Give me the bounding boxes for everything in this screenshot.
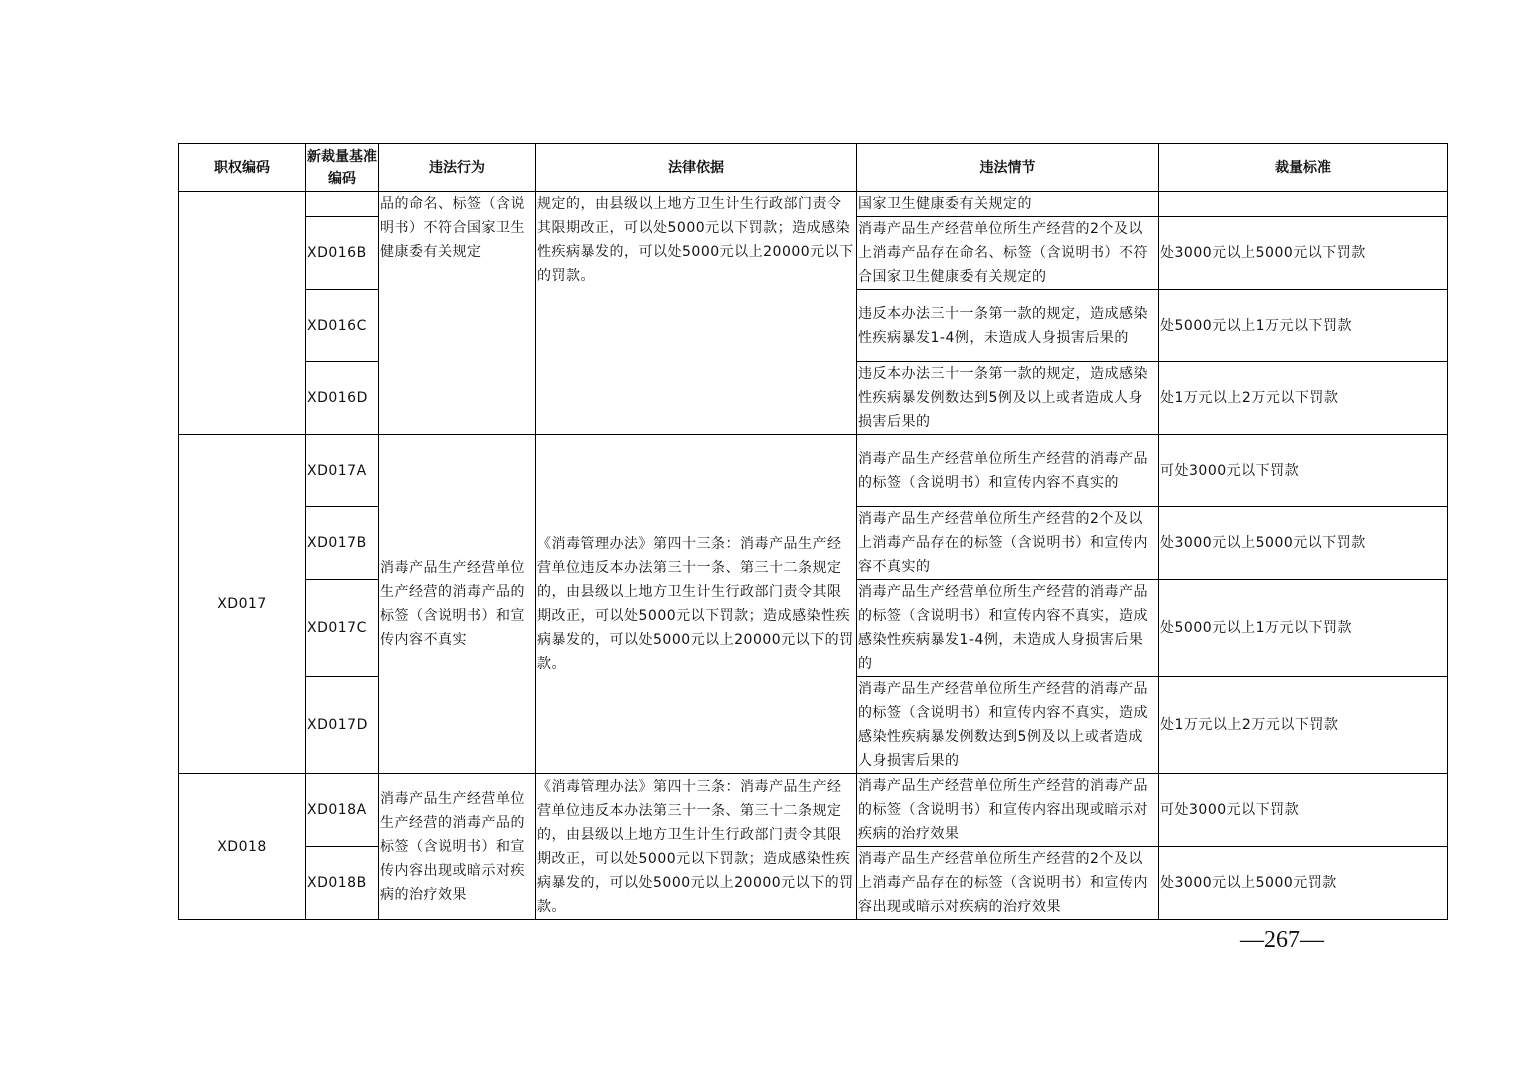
table-row: [179, 774, 1448, 847]
standard-cell: 可处3000元以下罚款: [1159, 774, 1448, 847]
discretion-standards-table: [178, 143, 1448, 920]
violation-cell: 消毒产品生产经营单位生产经营的消毒产品的标签（含说明书）和宣传内容出现或暗示对疾病的治疗效果: [379, 774, 536, 920]
power-code-cell: [179, 192, 306, 435]
power-code-cell: XD017: [179, 435, 306, 774]
new-code-cell: XD017D: [306, 677, 379, 774]
page-number: —267—: [1240, 927, 1324, 953]
violation-cell: 品的命名、标签（含说明书）不符合国家卫生健康委有关规定: [379, 192, 536, 435]
circumstance-cell: 消毒产品生产经营单位所生产经营的2个及以上消毒产品存在的标签（含说明书）和宣传内容出现或暗示对疾病的治疗效果: [857, 847, 1159, 920]
header-new-code: 新裁量基准编码: [306, 144, 379, 192]
violation-cell: 消毒产品生产经营单位生产经营的消毒产品的标签（含说明书）和宣传内容不真实: [379, 435, 536, 774]
table-header-row: [179, 144, 1448, 192]
circumstance-cell: 消毒产品生产经营单位所生产经营的消毒产品的标签（含说明书）和宣传内容出现或暗示对疾病的治疗效果: [857, 774, 1159, 847]
new-code-cell: XD016D: [306, 362, 379, 435]
standard-cell: [1159, 192, 1448, 217]
standard-cell: 可处3000元以下罚款: [1159, 435, 1448, 507]
legal-basis-cell: 《消毒管理办法》第四十三条：消毒产品生产经营单位违反本办法第三十一条、第三十二条规定的，由县级以上地方卫生计生行政部门责令其限期改正，可以处5000元以下罚款；造成感染性疾病暴发的，可以处5000元以上20000元以下的罚款。: [536, 435, 857, 774]
new-code-cell: [306, 192, 379, 217]
header-power-code: 职权编码: [179, 144, 306, 192]
circumstance-cell: 消毒产品生产经营单位所生产经营的消毒产品的标签（含说明书）和宣传内容不真实的: [857, 435, 1159, 507]
circumstance-cell: 消毒产品生产经营单位所生产经营的消毒产品的标签（含说明书）和宣传内容不真实，造成感染性疾病暴发例数达到5例及以上或者造成人身损害后果的: [857, 677, 1159, 774]
circumstance-cell: 消毒产品生产经营单位所生产经营的2个及以上消毒产品存在的标签（含说明书）和宣传内容不真实的: [857, 507, 1159, 580]
legal-basis-cell: 《消毒管理办法》第四十三条：消毒产品生产经营单位违反本办法第三十一条、第三十二条规定的，由县级以上地方卫生计生行政部门责令其限期改正，可以处5000元以下罚款；造成感染性疾病暴发的，可以处5000元以上20000元以下的罚款。: [536, 774, 857, 920]
standard-cell: 处3000元以上5000元以下罚款: [1159, 217, 1448, 290]
legal-basis-cell: 规定的，由县级以上地方卫生计生行政部门责令其限期改正，可以处5000元以下罚款；造成感染性疾病暴发的，可以处5000元以上20000元以下的罚款。: [536, 192, 857, 435]
header-standard: 裁量标准: [1159, 144, 1448, 192]
standard-cell: 处5000元以上1万元以下罚款: [1159, 580, 1448, 677]
new-code-cell: XD018B: [306, 847, 379, 920]
header-violation: 违法行为: [379, 144, 536, 192]
standard-cell: 处3000元以上5000元罚款: [1159, 847, 1448, 920]
standard-cell: 处3000元以上5000元以下罚款: [1159, 507, 1448, 580]
new-code-cell: XD018A: [306, 774, 379, 847]
header-circumstances: 违法情节: [857, 144, 1159, 192]
circumstance-cell: 消毒产品生产经营单位所生产经营的2个及以上消毒产品存在命名、标签（含说明书）不符合国家卫生健康委有关规定的: [857, 217, 1159, 290]
new-code-cell: XD017A: [306, 435, 379, 507]
standard-cell: 处1万元以上2万元以下罚款: [1159, 677, 1448, 774]
standard-cell: 处1万元以上2万元以下罚款: [1159, 362, 1448, 435]
table-row: [179, 192, 1448, 217]
new-code-cell: XD017C: [306, 580, 379, 677]
circumstance-cell: 国家卫生健康委有关规定的: [857, 192, 1159, 217]
header-legal-basis: 法律依据: [536, 144, 857, 192]
circumstance-cell: 违反本办法三十一条第一款的规定，造成感染性疾病暴发1-4例，未造成人身损害后果的: [857, 290, 1159, 362]
table-row: [179, 435, 1448, 507]
power-code-cell: XD018: [179, 774, 306, 920]
new-code-cell: XD016C: [306, 290, 379, 362]
standard-cell: 处5000元以上1万元以下罚款: [1159, 290, 1448, 362]
new-code-cell: XD016B: [306, 217, 379, 290]
new-code-cell: XD017B: [306, 507, 379, 580]
circumstance-cell: 违反本办法三十一条第一款的规定，造成感染性疾病暴发例数达到5例及以上或者造成人身损害后果的: [857, 362, 1159, 435]
circumstance-cell: 消毒产品生产经营单位所生产经营的消毒产品的标签（含说明书）和宣传内容不真实，造成感染性疾病暴发1-4例，未造成人身损害后果的: [857, 580, 1159, 677]
